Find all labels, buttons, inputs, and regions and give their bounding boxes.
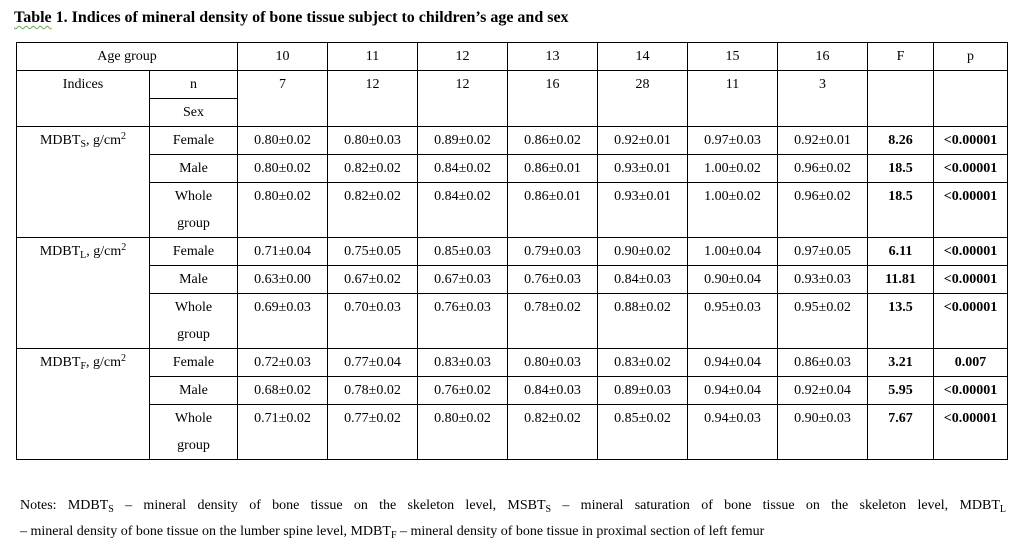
indices-header: Indices [17,71,150,127]
p-value-cell: <0.00001 [934,405,1008,460]
p-header: p [934,43,1008,71]
value-cell: 0.70±0.03 [328,294,418,349]
value-cell: 0.72±0.03 [238,349,328,377]
index-abbr: MDBT [39,133,81,148]
f-value-cell: 8.26 [868,127,934,155]
value-cell: 0.75±0.05 [328,238,418,266]
sex-label-line-2: group [177,438,210,453]
sex-label: Male [179,383,208,398]
p-value-cell: <0.00001 [934,127,1008,155]
value-cell: 0.77±0.04 [328,349,418,377]
notes-lead: Notes: [20,498,68,513]
index-label-cell [17,238,150,349]
index-abbr-sub: S [80,139,86,150]
sex-label: Whole [174,300,213,315]
value-cell: 0.79±0.03 [508,238,598,266]
value-cell: 0.86±0.03 [778,349,868,377]
sex-header: Sex [150,99,238,127]
notes-abbr: MDBT [67,498,109,513]
value-cell: 0.93±0.01 [598,155,688,183]
notes-line-1 [20,493,1006,519]
value-cell: 0.85±0.02 [598,405,688,460]
value-cell: 1.00±0.02 [688,155,778,183]
table-body [17,127,1008,460]
sex-label: Male [179,272,208,287]
f-value-cell: 13.5 [868,294,934,349]
p-value-cell: <0.00001 [934,238,1008,266]
f-value-cell: 3.21 [868,349,934,377]
n-value: 11 [688,71,778,127]
value-cell: 0.82±0.02 [328,155,418,183]
age-header: 11 [328,43,418,71]
value-cell: 0.88±0.02 [598,294,688,349]
index-abbr-sub: F [80,361,86,372]
index-abbr-sub: L [80,250,87,261]
sex-cell [150,238,238,266]
value-cell: 0.63±0.00 [238,266,328,294]
sex-label-line-2: group [177,327,210,342]
p-empty-cell [934,71,1008,127]
value-cell: 0.83±0.03 [418,349,508,377]
p-value-cell: <0.00001 [934,183,1008,238]
table-row [17,266,1008,294]
value-cell: 0.67±0.03 [418,266,508,294]
value-cell: 0.80±0.03 [508,349,598,377]
notes-text: – mineral density of bone tissue on the skeleton level, [113,498,508,513]
index-unit-power: 2 [121,242,127,253]
value-cell: 0.76±0.03 [508,266,598,294]
notes-abbr: MDBT [959,498,1000,513]
value-cell: 0.90±0.04 [688,266,778,294]
value-cell: 0.96±0.02 [778,155,868,183]
table-row [17,294,1008,349]
sex-label: Male [179,161,208,176]
value-cell: 1.00±0.04 [688,238,778,266]
age-header: 16 [778,43,868,71]
value-cell: 0.84±0.02 [418,155,508,183]
value-cell: 0.77±0.02 [328,405,418,460]
n-value: 7 [238,71,328,127]
value-cell: 0.71±0.02 [238,405,328,460]
value-cell: 0.82±0.02 [328,183,418,238]
notes-text: – mineral density of bone tissue on the lumber spine level, [20,524,351,539]
notes-line-2 [20,519,1006,545]
value-cell: 0.96±0.02 [778,183,868,238]
n-value: 3 [778,71,868,127]
f-value-cell: 18.5 [868,183,934,238]
f-value-cell: 18.5 [868,155,934,183]
notes-abbr-sub: S [545,504,552,515]
table-row [17,349,1008,377]
index-unit: , g/cm [86,355,121,370]
n-header: n [150,71,238,99]
value-cell: 0.95±0.02 [778,294,868,349]
f-value-cell: 11.81 [868,266,934,294]
value-cell: 0.83±0.02 [598,349,688,377]
value-cell: 0.85±0.03 [418,238,508,266]
notes-abbr-sub: F [390,530,397,541]
value-cell: 0.84±0.02 [418,183,508,238]
age-group-header: Age group [17,43,238,71]
value-cell: 0.82±0.02 [508,405,598,460]
table-row [17,183,1008,238]
notes-abbr: MSBT [507,498,546,513]
sex-label: Female [172,355,215,370]
sex-label: Female [172,244,215,259]
value-cell: 0.92±0.01 [778,127,868,155]
p-value-cell: <0.00001 [934,294,1008,349]
n-value: 12 [418,71,508,127]
index-unit: , g/cm [86,244,122,259]
index-label-cell [17,127,150,238]
table-title-text: 1. Indices of mineral density of bone tissue subject to children’s age and sex [51,9,569,26]
sex-label-line-2: group [177,216,210,231]
value-cell: 0.92±0.04 [778,377,868,405]
sex-label: Whole [174,189,213,204]
table-title [14,9,569,27]
value-cell: 0.84±0.03 [508,377,598,405]
sex-cell [150,377,238,405]
value-cell: 0.78±0.02 [328,377,418,405]
index-unit-power: 2 [121,353,126,364]
age-header: 13 [508,43,598,71]
notes-abbr: MDBT [350,524,391,539]
notes-text: – mineral saturation of bone tissue on the skeleton level, [551,498,960,513]
table-row [17,377,1008,405]
f-empty-cell [868,71,934,127]
value-cell: 0.94±0.04 [688,377,778,405]
table-row [17,155,1008,183]
sex-label: Female [172,133,215,148]
value-cell: 1.00±0.02 [688,183,778,238]
value-cell: 0.80±0.03 [328,127,418,155]
value-cell: 0.84±0.03 [598,266,688,294]
value-cell: 0.94±0.03 [688,405,778,460]
table-row [17,127,1008,155]
value-cell: 0.76±0.03 [418,294,508,349]
sex-cell [150,266,238,294]
index-abbr: MDBT [39,244,81,259]
header-row-n [17,71,1008,99]
value-cell: 0.90±0.03 [778,405,868,460]
age-header: 10 [238,43,328,71]
value-cell: 0.93±0.01 [598,183,688,238]
value-cell: 0.71±0.04 [238,238,328,266]
value-cell: 0.80±0.02 [238,155,328,183]
value-cell: 0.93±0.03 [778,266,868,294]
value-cell: 0.78±0.02 [508,294,598,349]
index-unit-power: 2 [121,131,126,142]
bone-density-table [16,42,1008,460]
value-cell: 0.76±0.02 [418,377,508,405]
value-cell: 0.95±0.03 [688,294,778,349]
age-header: 15 [688,43,778,71]
value-cell: 0.97±0.03 [688,127,778,155]
sex-cell [150,349,238,377]
table-row [17,238,1008,266]
age-header: 14 [598,43,688,71]
sex-cell [150,183,238,238]
index-unit: , g/cm [86,133,121,148]
p-value-cell: <0.00001 [934,377,1008,405]
value-cell: 0.94±0.04 [688,349,778,377]
p-value-cell: <0.00001 [934,266,1008,294]
value-cell: 0.89±0.03 [598,377,688,405]
n-value: 16 [508,71,598,127]
age-header: 12 [418,43,508,71]
value-cell: 0.97±0.05 [778,238,868,266]
value-cell: 0.90±0.02 [598,238,688,266]
f-value-cell: 5.95 [868,377,934,405]
sex-cell [150,155,238,183]
sex-label: Whole [174,411,213,426]
sex-cell [150,294,238,349]
notes-abbr-sub: L [999,504,1006,515]
value-cell: 0.67±0.02 [328,266,418,294]
p-value-cell: <0.00001 [934,155,1008,183]
table-row [17,405,1008,460]
p-value-cell: 0.007 [934,349,1008,377]
value-cell: 0.86±0.02 [508,127,598,155]
value-cell: 0.80±0.02 [418,405,508,460]
n-value: 12 [328,71,418,127]
notes [20,493,1006,545]
value-cell: 0.69±0.03 [238,294,328,349]
header-row-age [17,43,1008,71]
notes-abbr-sub: S [108,504,114,515]
f-value-cell: 6.11 [868,238,934,266]
value-cell: 0.80±0.02 [238,127,328,155]
value-cell: 0.86±0.01 [508,155,598,183]
f-header: F [868,43,934,71]
n-value: 28 [598,71,688,127]
value-cell: 0.68±0.02 [238,377,328,405]
value-cell: 0.80±0.02 [238,183,328,238]
notes-text: – mineral density of bone tissue in proximal section of left femur [396,524,765,539]
index-abbr: MDBT [39,355,81,370]
sex-cell [150,405,238,460]
index-label-cell [17,349,150,460]
value-cell: 0.86±0.01 [508,183,598,238]
f-value-cell: 7.67 [868,405,934,460]
sex-cell [150,127,238,155]
table-title-prefix: Table [14,9,52,26]
value-cell: 0.89±0.02 [418,127,508,155]
value-cell: 0.92±0.01 [598,127,688,155]
